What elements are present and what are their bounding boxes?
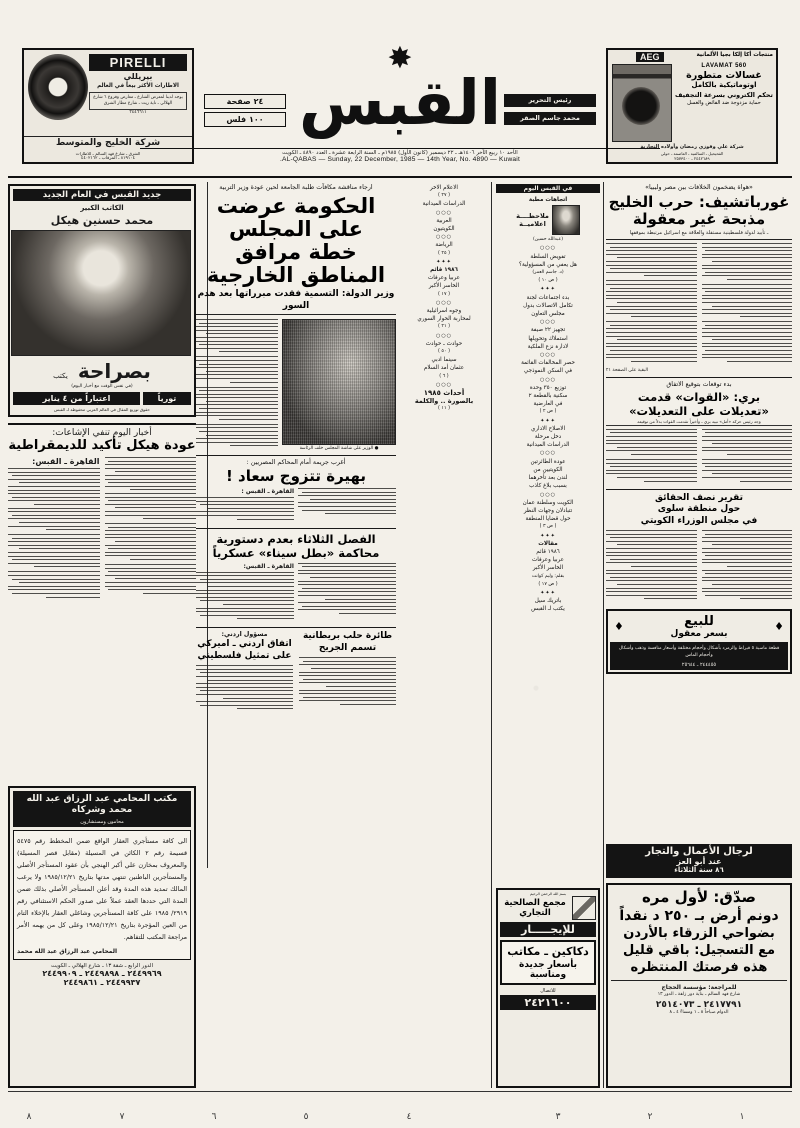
heikal-note: (في نفس الوقت مع أخبار اليوم)	[71, 384, 133, 389]
events-1985-page: ( ١١ )	[438, 406, 450, 412]
col-divider-2	[491, 182, 492, 1088]
kuwait-report-col-a	[702, 530, 793, 603]
colnum-3: ٣	[555, 1112, 561, 1122]
index-sep-8: ○○○	[539, 491, 557, 498]
lawyer-phones[interactable]: ٢٤٤٩٩٦٩ ـ ٢٤٤٩٨٩٨ ـ ٢٤٤٩٩٠٩	[42, 969, 162, 978]
index-item2-author: (د. جاسم العمر)	[532, 270, 564, 276]
index-sep-1: ○○○	[539, 245, 557, 252]
footer-rule	[8, 1091, 792, 1092]
sinai-headline-1[interactable]: الفصل الثلاثاء بعدم دستورية	[216, 531, 376, 546]
aleppo-headline-2[interactable]: تسمم الجريح	[318, 642, 377, 653]
lawyer-sub: محامون ومستشارون	[13, 819, 191, 827]
dateline-arabic: الأحد ١٠ ربيع الآخر ١٤٠٦هـ ـ ٢٢ ديسمبر (كانون الأول) ١٩٨٥م ـ السنة الرابعة عشرة ـ العدد ٤٨٩٠ ـ الكويت	[282, 150, 518, 156]
index-header: في القبس اليوم	[496, 184, 600, 193]
aeg-phone: ٢٤٤٢٦٨٩ ـ ٢٥٧٣٤٠٠	[674, 156, 710, 161]
index-item9-page: ( ص ٣ )	[539, 524, 557, 530]
land-ad-line1: صدّق: لأول مره	[642, 888, 756, 906]
jordan-kicker: مسؤول اردني:	[221, 631, 268, 639]
idxb-10[interactable]: حوادث ـ حوادث	[425, 340, 463, 347]
index-item10-line2: عربيا وعرفات	[532, 557, 564, 564]
idxb-sep-a: ○○○	[435, 209, 453, 216]
events-1985-h2: بالصورة .. والكلمة	[414, 397, 474, 406]
gorbachev-body-col-b	[606, 243, 697, 366]
land-ad-phones[interactable]: ٢٤١٧٧٩١ ـ ٢٥١٤٠٧٣	[655, 1000, 743, 1010]
idxb-7[interactable]: الخاسر الأكبر	[428, 283, 460, 290]
land-ad-line5: هذه فرصتك المنتظره	[630, 960, 768, 975]
gorbachev-headline-1[interactable]: غورباتشيف: حرب الخليج	[608, 193, 790, 211]
index-item7-line1[interactable]: الاصلاح الاداري	[530, 425, 566, 432]
index-item4-line1[interactable]: تجهيز ٢٢ صيفة	[530, 327, 566, 334]
colnum-6: ٦	[211, 1112, 217, 1122]
berri-headline-2[interactable]: «تعديلات على التعديلات»	[629, 403, 769, 418]
ad-land-jordan[interactable]	[606, 883, 792, 1088]
index-sep-6: ✦✦✦	[540, 417, 556, 424]
dateline-rule	[140, 148, 660, 149]
salhiya-title: مجمع الصالحية التجاري	[504, 898, 566, 918]
index-item11-line2: يكتب لـ القبس	[531, 606, 565, 613]
sinai-headline-2[interactable]: محاكمة «بطل سيناء» عسكرياً	[212, 545, 380, 560]
heikal-top-banner: جديد القبس في العام الجديد	[13, 189, 191, 201]
colnum-7: ٧	[119, 1112, 125, 1122]
index-item8-line4: بسبب بلاغ كاذب	[529, 483, 567, 490]
index-sep-2: ✦✦✦	[540, 286, 556, 293]
aeg-model: LAVAMAT 560	[701, 63, 747, 69]
idxb-7-page: ( ١٧ )	[438, 291, 450, 297]
index-sep-4: ○○○	[539, 352, 557, 359]
flame-logo-icon: ✸	[387, 41, 413, 76]
index-item5-line2: في السكن النموذجي	[523, 368, 573, 375]
pirelli-body: يوجد لدينا لمعرض الشارع ـ معارض وفروع ٦ شارع الهلالي ـ تاية زيت ـ شارع مطار الشرق	[89, 92, 187, 110]
lawyer-phones-2[interactable]: ٢٤٤٩٩٣٧ ـ ٢٤٤٩٨٦١	[63, 978, 141, 987]
aeg-line1: غسالات متطورة	[686, 70, 762, 81]
index-item3-line2: تكامل الاتصالات بدول	[523, 302, 573, 309]
index-item6-line3: في العارضية	[533, 401, 563, 408]
column-index	[496, 182, 600, 1088]
index-item2-page: ( ص ١٠ )	[538, 278, 558, 284]
gorbachev-quote: «هواة يضخمون الخلافات بين مصر وليبيا»	[645, 184, 753, 191]
dateline	[130, 150, 670, 163]
berri-subhead: وجه رئيس حركة «أمل» نبيه بري ـ وأخيراً تقدمت القوات بدلاً من توقيعه	[606, 419, 792, 426]
lawyer-header: مكتب المحامي عبد الرزاق عبد الله محمد وشركاه	[13, 791, 191, 819]
index-item7-line3: الدراسات الميدانية	[526, 442, 570, 449]
index-sep-10: ✦✦✦	[540, 589, 556, 596]
idxb-0[interactable]: الاعلام الاخر	[430, 185, 458, 191]
column-right	[606, 182, 792, 1088]
index-item6-line2: سكنية بالقطعة ٢	[528, 393, 568, 400]
berri-kicker: بدء توقعات بتوقيع الاتفاق	[666, 380, 732, 388]
idxb-11[interactable]: سينما ادبي	[431, 357, 457, 364]
heikal-black-left: تورياً	[143, 392, 191, 405]
businessmen-line3: ٨٦ سنة الثلاثاء	[674, 866, 724, 874]
index-sep-9: ✦✦✦	[540, 532, 556, 539]
newspaper-title-ar: القبس	[298, 66, 502, 139]
masthead-logo	[298, 41, 502, 139]
heikal-rumors-kicker: أخبار اليوم تنفي الإشاعات:	[52, 428, 152, 438]
idxb-sep-c: ✦✦✦	[436, 258, 452, 265]
washer-door-icon	[622, 87, 660, 125]
land-ad-address: شارع فهد السالم ـ بناية دور زلفة ـ الدور ١٣	[657, 992, 741, 997]
berri-headline-1[interactable]: بري: «القوات» قدمت	[637, 389, 761, 404]
columnist-portrait-icon	[552, 205, 580, 235]
heikal-label: الكاتب الكبير	[80, 204, 124, 212]
lead-kicker: ارجاء مناقشة مكافآت طلبة الجامعة لحين عودة وزير التربية	[219, 184, 373, 191]
heikal-rumors-dateline: القاهرة ـ القبس:	[32, 457, 100, 466]
pirelli-brand-ar: بيريللي	[123, 72, 153, 81]
heikal-black-right: اعتباراً من ٤ يناير	[13, 392, 140, 405]
pirelli-phone: ٢٤٤٦٦١١	[129, 110, 147, 115]
column-lead	[196, 182, 396, 1088]
index-item9-line2: تتبادلان وجهات النظر	[523, 507, 573, 514]
lead-headline-1[interactable]: الحكومة عرضت على المجلس	[216, 194, 376, 241]
diamond-ad-title: للبيع	[684, 614, 714, 630]
index-item1-line1[interactable]: اتجاهات مطبة	[528, 197, 568, 203]
index-sep-7: ○○○	[539, 450, 557, 457]
price-box: ١٠٠ فلس	[204, 112, 286, 127]
land-ad-hours: الدوام صباحاً ٨ ـ ١ ومساءً ٤ ـ ٨	[669, 1010, 729, 1015]
sinai-dateline: القاهرة ـ القبس:	[243, 562, 294, 570]
idxb-8[interactable]: وجوه اسرائيلية	[426, 308, 462, 315]
idxb-sep-d: ○○○	[435, 299, 453, 306]
salhiya-line1: دكاكين ـ مكاتب	[507, 945, 589, 958]
ad-diamond[interactable]	[606, 609, 792, 674]
index-item1-line2: ملاحظــــة	[516, 212, 549, 220]
lead-photo-caption: ● الوزير على شاشة المجلس خلف الرئاسة	[299, 446, 379, 451]
idxb-1[interactable]: الدراسات الميدانية	[422, 201, 466, 208]
idxb-0-page: ( ٢٧ )	[438, 193, 450, 199]
aeg-line3: تحكم الكتروني بسرعة التجفيف	[675, 91, 773, 99]
index-item9-line3: حول قضايا المنطقة	[525, 516, 571, 523]
heikal-rights: حقوق توزيع المقال في العالم العربي محفوظة لـ القبس	[54, 407, 150, 412]
index-item11-line1[interactable]: باتريك سيل	[534, 598, 562, 605]
index-sep-3: ○○○	[539, 319, 557, 326]
bahira-headline[interactable]: بهيرة تتزوج سعاد !	[225, 467, 367, 485]
gorbachev-body-col-a	[702, 243, 793, 366]
index-item6-page: ( ص ٢ )	[539, 409, 557, 415]
parliament-session-photo	[282, 319, 396, 445]
index-item9-line1[interactable]: الكويت وسلطنة عمان	[522, 499, 574, 506]
jordan-story	[196, 631, 293, 713]
salhiya-line3: ومناسبة	[529, 970, 567, 980]
heikal-name: محمد حسنين هيكل	[50, 214, 154, 227]
bahira-dateline: القاهرة ـ القبس :	[241, 488, 294, 495]
berri-body-col-b	[606, 429, 697, 486]
masthead-bottom-rule	[8, 176, 792, 178]
index-item3-line1[interactable]: بدء اجتماعات لجنة	[526, 294, 570, 301]
lead-photo-wrap	[282, 319, 396, 451]
index-item2-line2: هل يعفي من المسؤولية؟	[519, 261, 577, 268]
heikal-column-title: بصراحة	[77, 359, 151, 383]
colnum-1: ١	[739, 1112, 745, 1122]
lawyer-address: الدور الرابع ـ شقة ١٣ ـ شارع الهلالي ـ الكويت	[51, 963, 153, 969]
gorbachev-subhead: ـ تأييد لدولة فلسطينية مستقلة والعلاقة مع اسرائيل مرتبطة بموقفها	[606, 230, 792, 240]
heikal-writes: يكتب	[53, 372, 68, 380]
column-left	[8, 182, 196, 1088]
index-bottom-list	[400, 184, 488, 414]
kuwait-report-sub: حول منطقة سلوى	[657, 504, 741, 515]
sinai-body-a	[298, 563, 396, 624]
idxb-9-page: ( ٢١ )	[438, 324, 450, 330]
pirelli-company: شركة الخليج والمتوسط	[55, 138, 161, 148]
index-item8-line2: الكويتيين من	[533, 466, 563, 473]
promo-heikal[interactable]	[8, 184, 196, 417]
index-item10-line1[interactable]: ١٩٨٦ قائم	[536, 548, 560, 555]
kuwait-report-col-b	[606, 530, 697, 603]
aeg-line2: اوتوماتيكية بالكامل	[691, 81, 757, 89]
pirelli-phones2: ٨١٩١٠٤ ـ المرقاب ـ ٤٤٠٢١٦٢	[81, 156, 135, 161]
index-item8-line1[interactable]: عودة الطائرتين	[530, 458, 566, 465]
diamond-ad-subtitle: بسعر معقول	[670, 629, 728, 640]
idxb-4-page: ( ٢٥ )	[438, 250, 450, 256]
pirelli-sub: الشرق ـ شارع فهد السالم ـ للاطارات	[75, 151, 141, 156]
jordan-headline-2[interactable]: على تمثيل فلسطيني	[197, 650, 292, 661]
index-item3-line3: مجلس التعاون	[531, 311, 565, 318]
ad-businessmen[interactable]	[606, 844, 792, 878]
index-item6-line1[interactable]: توزيع ٣٥٠ وحدة	[529, 384, 567, 391]
businessmen-line1: لرجال الأعمال والتجار	[645, 846, 753, 857]
idxb-4[interactable]: الرياضة	[435, 242, 453, 249]
diamond-icon: ♦	[774, 620, 784, 634]
diamond-ad-phone[interactable]: ٢٤٤٤٥٥ ـ ٢٥٦٤٤	[610, 662, 788, 670]
bahira-body-b	[196, 488, 294, 524]
ad-salhiya-mall[interactable]	[496, 888, 600, 1088]
index-item4-line3: لادارة نزع الملكية	[527, 343, 569, 350]
washing-machine-photo	[612, 64, 672, 142]
idxb-sep-e: ○○○	[435, 332, 453, 339]
editor-name: محمد جاسم الصقر	[504, 112, 596, 125]
index-item2-line1[interactable]: تفويض السلطة	[530, 253, 566, 260]
pirelli-tagline: الاطارات الأكثر بيعاً في العالم	[97, 83, 179, 89]
gorbachev-headline-2[interactable]: مذبحة غير معقولة	[632, 210, 766, 228]
dateline-english: AL-QABAS — Sunday, 22 December, 1985 — 14th Year, No. 4890 — Kuwait.	[279, 156, 520, 163]
heikal-rumors-col-a	[105, 457, 197, 602]
diamond-icon-2: ♦	[614, 620, 624, 634]
index-item5-line1[interactable]: حصر المخالفات القائمة	[521, 360, 575, 367]
aeg-brand-ar: منتجات أكا إلكا بجيا الألمانية	[696, 52, 773, 58]
idxb-10-page: ( ٥٠ )	[438, 349, 450, 355]
salhiya-banner: للإيجـــــار	[500, 922, 596, 937]
events-1985-h1[interactable]: أحداث ١٩٨٥	[423, 389, 465, 398]
salhiya-logo-icon	[572, 896, 596, 920]
heikal-portrait	[11, 230, 191, 356]
land-ad-line3: بضواحي الزرقاء بالأردن	[623, 926, 775, 941]
idxb-sep-f: ○○○	[435, 381, 453, 388]
heikal-rumors-col-b	[8, 457, 100, 602]
kuwait-report-sub2: في مجلس الوزراء الكويتي	[640, 515, 758, 526]
index-item10-line3: الخاسر الأكبر	[532, 565, 564, 572]
businessmen-line2: عند أبو العز	[676, 857, 722, 866]
bahira-body-a	[298, 488, 396, 524]
index-item10-page: ( ص ١٧ )	[538, 581, 558, 587]
idxb-6[interactable]: عربيا وعرفات	[428, 275, 460, 282]
colnum-5: ٥	[303, 1112, 309, 1122]
index-item10-author: بقلم: وليم كوانت	[531, 573, 565, 579]
idxb-sep-b: ○○○	[435, 234, 453, 241]
colnum-2: ٢	[647, 1112, 653, 1122]
pages-count-box: ٢٤ صفحة	[204, 94, 286, 109]
jordan-headline-1[interactable]: اتفاق اردني ـ اميركي	[197, 639, 292, 650]
heikal-rumors-headline[interactable]: عودة هيكل تأكيد للديمقراطية	[8, 438, 196, 453]
idxb-2[interactable]: العربية	[436, 217, 452, 224]
aeg-line4: حماية مزدوجة ضد الفائض والغسل	[687, 100, 761, 106]
index-item1-author: (عبدالله حسين)	[532, 237, 564, 243]
idxb-12-page: ( ٦ )	[439, 373, 449, 379]
gorbachev-continued[interactable]: البقية على الصفحة ٢١	[606, 367, 649, 373]
index-item7-line2: دخل مرحلة	[534, 434, 562, 441]
idxb-5[interactable]: ١٩٨٦ قائم	[430, 267, 458, 274]
lead-subhead: وزير الدولة: التسمية فقدت مبرراتها بعد هدم السور	[196, 289, 396, 315]
index-section2-title: مقالات	[538, 540, 558, 547]
ad-pirelli[interactable]	[22, 48, 194, 164]
lead-body-col	[196, 319, 278, 451]
lawyer-body: الى كافة مستأجري العقار الواقع ضمن المخطط رقم ٥٤٧٥ قسيمة رقم ٢ الكائن في المسيلة (مقابل قصر المسيلة) والمعروف بمخازن علي أكبر الهنجي بأن عقود المستأجر الأصلي والمستأجرين الباطنين تنتهي مدتها بتاريخ ١٩٨٥/١٢/٢١ ولا يرغب المالك تمديد هذه المدة وقد أعلن المستأجر الأصلي بذلك ضمن المدة التي حددها العقد عملاً على صدور الحكم الاستئنافي رقم ٢٩١٩/ ١٩٨٥ على كافة المستأجرين وشاغلي العقار بالإخلاء التام من العين المؤجرة بتاريخ ١٩٨٥/١٢/٢١ وعلى كل من يهمه الأمر مراجعة المكتب للتفاهم.	[17, 837, 188, 941]
salhiya-phone[interactable]: ٢٤٢١٦٠٠	[500, 995, 596, 1010]
index-item4-line2: استملاك وتحويلها	[528, 335, 568, 342]
ad-aeg[interactable]	[606, 48, 778, 164]
aleppo-story	[299, 631, 396, 713]
lawyer-signature: المحامي عبد الرزاق عبد الله محمد	[17, 948, 118, 955]
idxb-9[interactable]: لمحاربة الحوار السوري	[417, 316, 471, 323]
ad-lawyer-notice[interactable]	[8, 786, 196, 1088]
column-index-bottom	[400, 182, 488, 1088]
land-ad-line4: مع التسجيل: باقي قليل	[622, 943, 775, 958]
diamond-ad-body: قطعة ماسية ٥ قيراط والزمرد بأشكال وأحجام مختلفة وأسعار منافسة وذهب وأشكال وأحجام الماس	[610, 642, 788, 662]
aeg-wordmark: AEG	[636, 52, 664, 62]
col-divider-1	[603, 182, 604, 1088]
index-item1-line3: اعلاميــة	[519, 220, 546, 229]
tire-icon	[28, 54, 88, 120]
salhiya-bismillah: بسم الله الرحمن الرحيم	[529, 892, 567, 896]
page-body	[8, 182, 792, 1088]
bahira-kicker: أغرب جريمة أمام المحاكم المصريين :	[246, 459, 346, 466]
index-item8-line3: لندن بعد تأخرهما	[528, 475, 568, 482]
salhiya-line2: بأسعار جديدة	[519, 960, 577, 970]
berri-body-col-a	[702, 429, 793, 486]
editor-title: رئيس التحرير	[504, 94, 596, 107]
pirelli-wordmark: PIRELLI	[89, 54, 187, 71]
salhiya-contact-label: للاتصال	[540, 988, 556, 994]
sinai-body-b	[196, 563, 294, 624]
aeg-company: شركة علي وفوزي رمضان وأولاده التجارية	[640, 144, 744, 150]
land-ad-line2: دونم أرض بـ ٢٥٠ د نقداً	[619, 908, 779, 924]
index-sep-5: ○○○	[539, 376, 557, 383]
land-ad-contact: للمراجعة: مؤسسة الحجاج	[661, 984, 737, 991]
idxb-3[interactable]: الكويتيون	[433, 226, 455, 233]
lead-headline-2[interactable]: خطة مرافق المناطق الخارجية	[206, 240, 386, 287]
idxb-12[interactable]: عثمان أمد السلام	[423, 365, 465, 372]
kuwait-report-headline[interactable]: تقرير نصف الحقائق	[655, 492, 743, 503]
colnum-8: ٨	[26, 1112, 32, 1122]
aeg-sub: الفحيحيل ـ السالمية ـ العاصمة ـ حولي	[660, 151, 724, 156]
colnum-4: ٤	[406, 1112, 412, 1122]
aleppo-headline-1[interactable]: طائرة حلب بريطانية	[302, 631, 393, 642]
